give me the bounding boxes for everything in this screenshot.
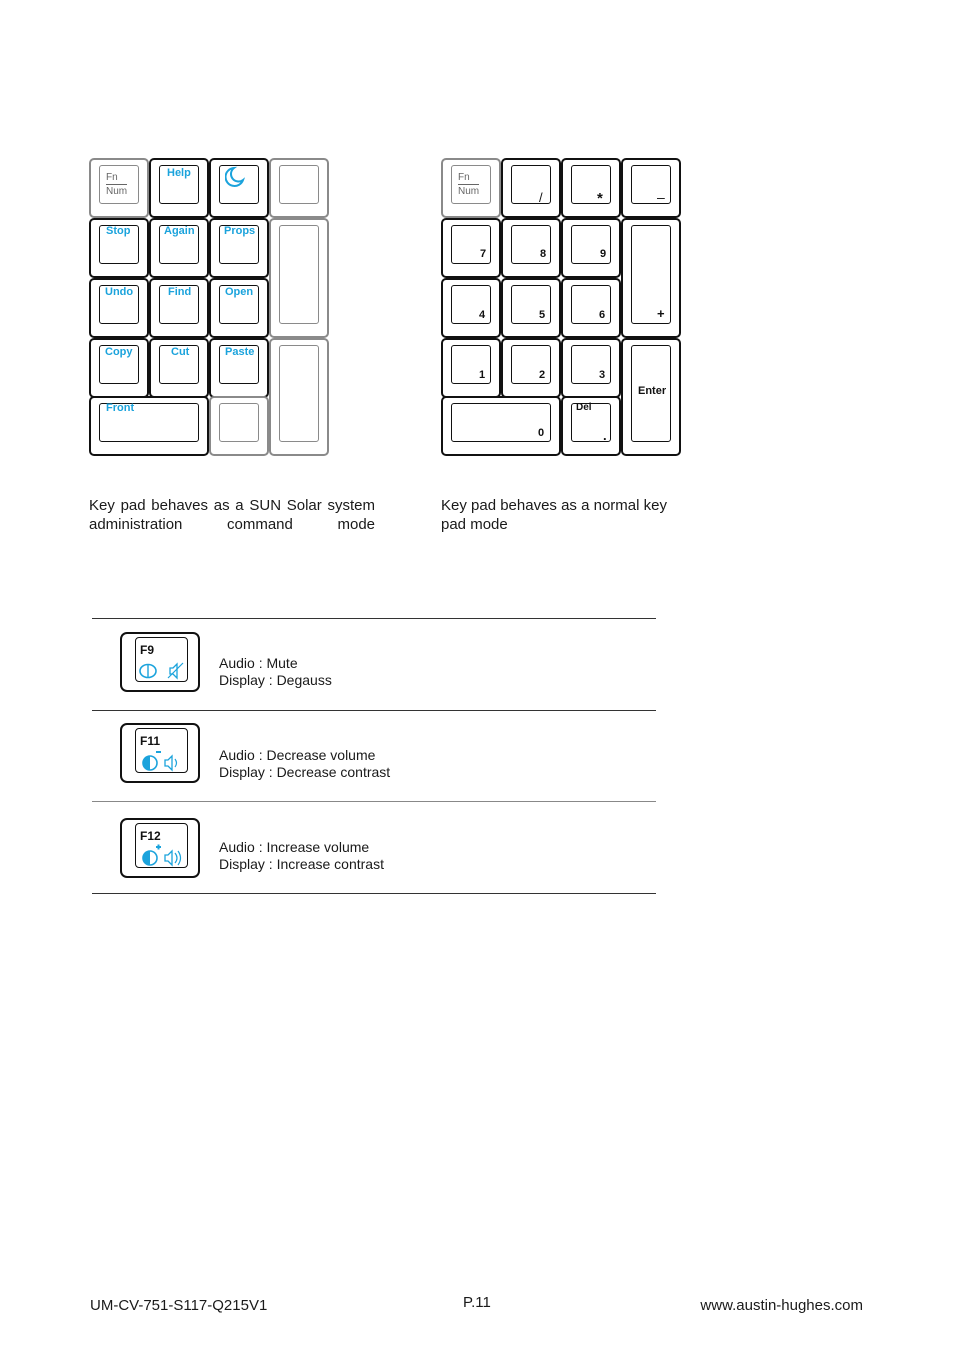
table-rule-top: [92, 618, 656, 619]
key-4: [441, 278, 501, 338]
key-9-label: 9: [600, 248, 607, 260]
dot-label: .: [603, 428, 607, 443]
f12-description: [219, 839, 384, 873]
fn-label: Fn: [106, 172, 118, 183]
moon-icon: [225, 166, 245, 188]
f12-key-label: F12: [140, 829, 161, 843]
f9-key: [120, 632, 200, 692]
f12-display-text: Display : Increase contrast: [219, 856, 384, 872]
key-7-label: 7: [480, 248, 487, 260]
f11-description: [219, 747, 390, 781]
key-1-label: 1: [479, 369, 486, 381]
props-key: [209, 218, 269, 278]
copy-key: [89, 338, 149, 398]
enter-key: [621, 338, 681, 456]
f9-key-label: F9: [140, 643, 155, 657]
moon-key: [209, 158, 269, 218]
enter-label: Enter: [638, 385, 667, 397]
open-label: Open: [225, 286, 254, 298]
f11-audio-text: Audio : Decrease volume: [219, 747, 376, 763]
footer-website: www.austin-hughes.com: [700, 1297, 863, 1314]
plus-key: [621, 218, 681, 338]
key-8-label: 8: [540, 248, 547, 260]
key-5: [501, 278, 561, 338]
front-key: [89, 396, 209, 456]
find-label: Find: [168, 286, 192, 298]
key-2: [501, 338, 561, 398]
key-3: [561, 338, 621, 398]
again-key: [149, 218, 209, 278]
undo-key: [89, 278, 149, 338]
caption-sun-mode: Key pad behaves as a SUN Solar system administration command mode: [89, 497, 375, 533]
f9-audio-text: Audio : Mute: [219, 655, 298, 671]
fn-num-key: [89, 158, 149, 218]
open-key: [209, 278, 269, 338]
f9-description: [219, 655, 332, 689]
table-rule-3: [92, 801, 656, 802]
f11-key: [120, 723, 200, 783]
footer-page-number: P.11: [463, 1294, 491, 1311]
f12-audio-text: Audio : Increase volume: [219, 839, 370, 855]
footer-doc-id: UM-CV-751-S117-Q215V1: [90, 1297, 268, 1314]
f12-key: [120, 818, 200, 878]
caption-normal-mode: Key pad behaves as a normal key pad mode: [441, 497, 667, 533]
increase-icon: [140, 844, 184, 868]
star-label: *: [597, 190, 603, 207]
del-key: [561, 396, 621, 456]
key-4-label: 4: [479, 309, 486, 321]
cut-label: Cut: [171, 346, 190, 358]
paste-key: [209, 338, 269, 398]
decrease-icon: [140, 749, 184, 773]
key-6-label: 6: [599, 309, 606, 321]
copy-label: Copy: [105, 346, 133, 358]
table-rule-bottom: [92, 893, 656, 894]
num-label: Num: [106, 186, 128, 197]
mute-degauss-icon: [138, 662, 188, 680]
minus-label: –: [657, 189, 665, 205]
key-9: [561, 218, 621, 278]
blank-key-tall-1: [269, 218, 329, 338]
blank-key-bottom: [209, 396, 269, 456]
key-5-label: 5: [539, 309, 546, 321]
help-label: Help: [167, 167, 191, 179]
key-1: [441, 338, 501, 398]
help-key: [149, 158, 209, 218]
plus-label: +: [657, 306, 665, 321]
paste-label: Paste: [225, 346, 255, 358]
minus-key: [621, 158, 681, 218]
star-key: [561, 158, 621, 218]
key-0: [441, 396, 561, 456]
key-3-label: 3: [599, 369, 606, 381]
slash-label: /: [539, 190, 543, 205]
f11-display-text: Display : Decrease contrast: [219, 764, 391, 780]
stop-label: Stop: [106, 225, 131, 237]
del-label: Del: [576, 402, 592, 413]
key-6: [561, 278, 621, 338]
key-7: [441, 218, 501, 278]
cut-key: [149, 338, 209, 398]
table-rule-2: [92, 710, 656, 711]
props-label: Props: [224, 225, 256, 237]
num-label-right: Num: [458, 186, 480, 197]
front-label: Front: [106, 402, 135, 414]
find-key: [149, 278, 209, 338]
key-8: [501, 218, 561, 278]
stop-key: [89, 218, 149, 278]
undo-label: Undo: [105, 286, 134, 298]
blank-key-top: [269, 158, 329, 218]
key-2-label: 2: [539, 369, 546, 381]
again-label: Again: [164, 225, 195, 237]
blank-key-tall-2: [269, 338, 329, 456]
f11-key-label: F11: [140, 734, 161, 748]
slash-key: [501, 158, 561, 218]
fn-label-right: Fn: [458, 172, 470, 183]
fn-num-key-right: [441, 158, 501, 218]
key-0-label: 0: [538, 427, 545, 439]
f9-display-text: Display : Degauss: [219, 672, 332, 688]
